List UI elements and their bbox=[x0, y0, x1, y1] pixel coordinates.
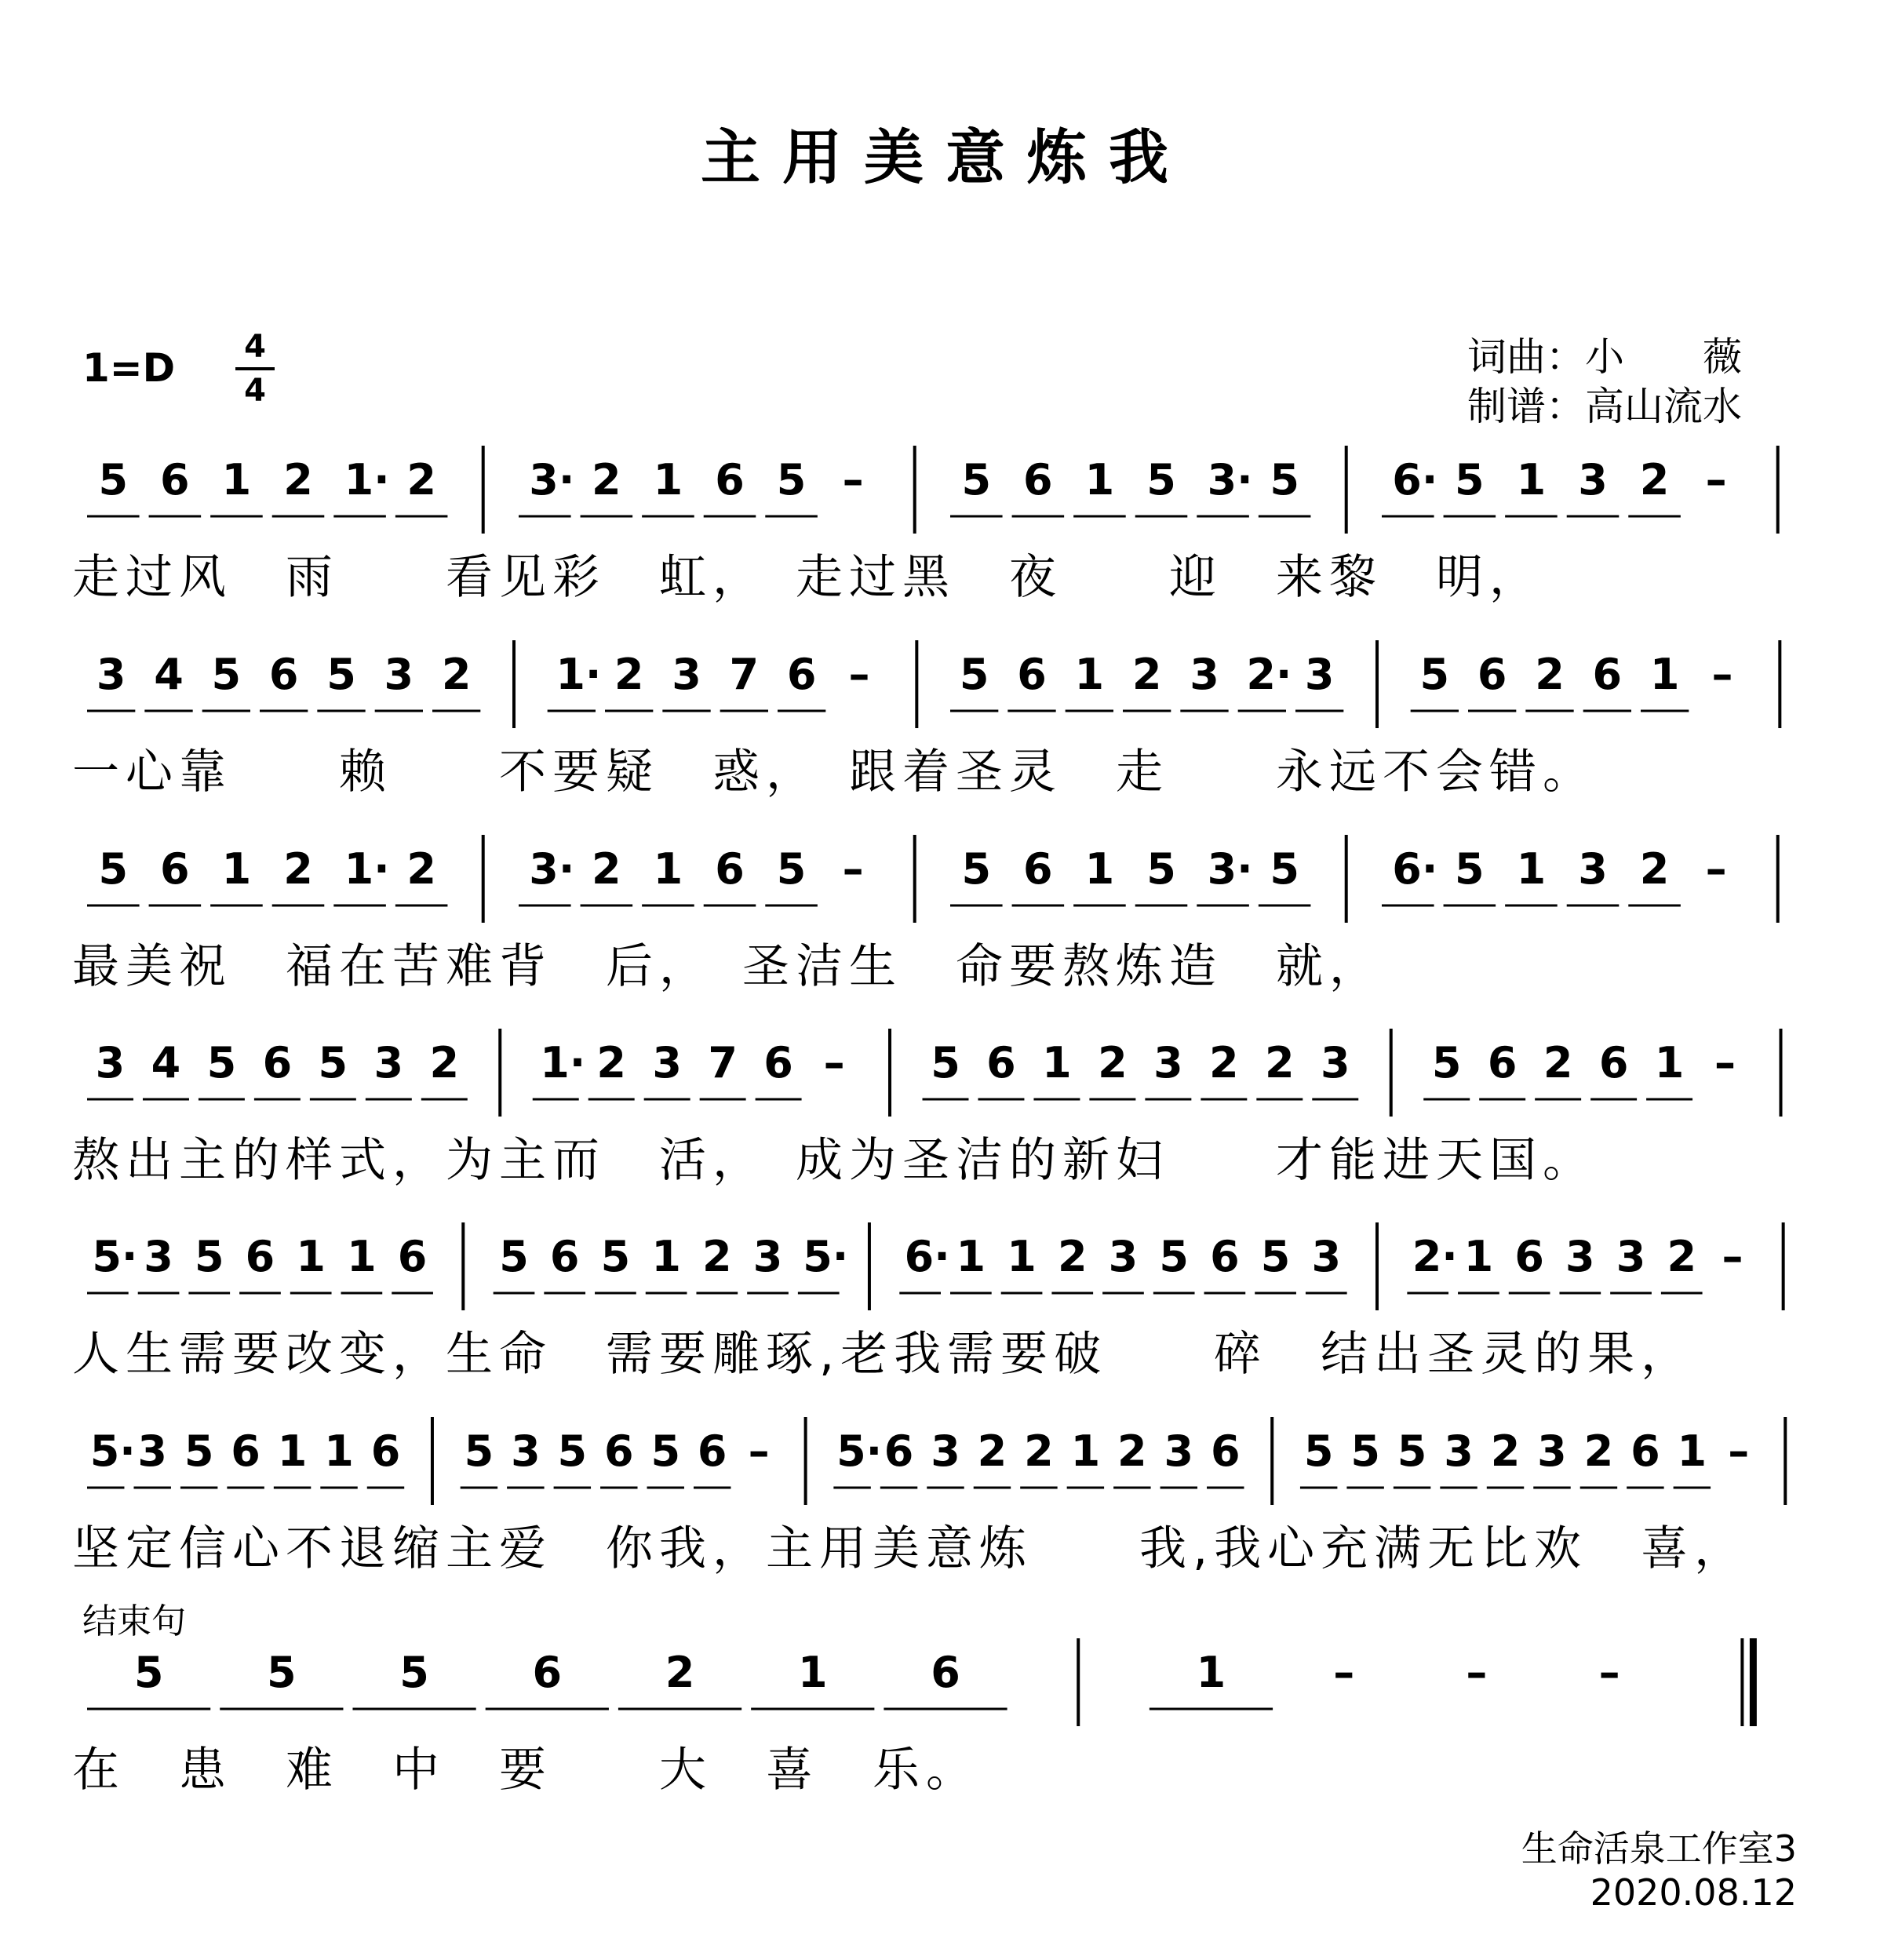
note: 1 bbox=[221, 455, 252, 505]
note: 2 bbox=[1057, 1232, 1088, 1281]
note: 6 bbox=[1210, 1232, 1240, 1281]
notes-row bbox=[0, 1216, 1891, 1318]
note: – bbox=[1722, 1232, 1743, 1281]
note: 6 bbox=[1630, 1426, 1660, 1476]
note: 2 bbox=[1639, 455, 1670, 505]
note: 5 bbox=[194, 1232, 224, 1281]
note: 1 bbox=[956, 1232, 986, 1281]
studio-name: 生命活泉工作室3 bbox=[1521, 1827, 1797, 1870]
note: 6 bbox=[1023, 455, 1053, 505]
notation-lines bbox=[0, 439, 1891, 541]
note: 5· bbox=[803, 1232, 849, 1281]
note: 3 bbox=[1304, 650, 1335, 699]
note: 5 bbox=[1455, 455, 1485, 505]
footer-date: 2020.08.12 bbox=[1590, 1871, 1797, 1914]
note: 3 bbox=[96, 650, 126, 699]
note: 3 bbox=[1537, 1426, 1567, 1476]
note: 5 bbox=[961, 844, 992, 894]
note: 2 bbox=[977, 1426, 1007, 1476]
note: 5 bbox=[776, 455, 807, 505]
notation-lines bbox=[0, 1411, 1891, 1513]
note: – bbox=[1466, 1648, 1488, 1697]
note: – bbox=[1598, 1648, 1620, 1697]
note: 6 bbox=[1477, 650, 1507, 699]
note: 5 bbox=[267, 1648, 297, 1697]
note: 1 bbox=[1007, 1232, 1037, 1281]
note: 1 bbox=[1070, 1426, 1101, 1476]
note: 2 bbox=[592, 844, 621, 894]
note: 2 bbox=[1535, 650, 1565, 699]
note: 1· bbox=[344, 844, 390, 894]
note: 2 bbox=[283, 455, 313, 505]
note: 5 bbox=[1397, 1426, 1427, 1476]
note: 1 bbox=[653, 455, 683, 505]
note: 3 bbox=[144, 1232, 173, 1281]
note: 3 bbox=[1311, 1232, 1342, 1281]
note: 6 bbox=[603, 1426, 634, 1476]
lyrics-line: 走过风 雨 看见彩 虹， 走过黑 夜 迎 来黎 明， bbox=[72, 550, 1543, 605]
note: 3 bbox=[1565, 1232, 1595, 1281]
note: 2 bbox=[1209, 1038, 1239, 1087]
note: 1 bbox=[651, 1232, 681, 1281]
note: 5 bbox=[776, 844, 807, 894]
note: – bbox=[1728, 1426, 1750, 1476]
note: 3 bbox=[137, 1426, 167, 1476]
note: 1· bbox=[540, 1038, 586, 1087]
note: 6 bbox=[697, 1426, 727, 1476]
note: 5· bbox=[92, 1232, 138, 1281]
note: 2 bbox=[1265, 1038, 1295, 1087]
note: 1 bbox=[296, 1232, 326, 1281]
notes-row bbox=[0, 1411, 1891, 1513]
note: 5 bbox=[206, 1038, 237, 1087]
score-system bbox=[0, 1216, 1891, 1420]
note: 1· bbox=[344, 455, 390, 505]
note: 6 bbox=[986, 1038, 1016, 1087]
note: 3· bbox=[1207, 455, 1253, 505]
note: 3 bbox=[931, 1426, 960, 1476]
note: 6 bbox=[160, 844, 190, 894]
note: – bbox=[842, 455, 864, 505]
note: 1 bbox=[653, 844, 683, 894]
note: 5 bbox=[600, 1232, 631, 1281]
note: 5 bbox=[98, 844, 129, 894]
notes-row bbox=[0, 1632, 1891, 1734]
note: 3 bbox=[1164, 1426, 1194, 1476]
note: 2 bbox=[406, 844, 436, 894]
note: 3 bbox=[752, 1232, 783, 1281]
note: 6 bbox=[397, 1232, 428, 1281]
lyrics-line: 在 患 难 中 要 大 喜 乐。 bbox=[72, 1743, 979, 1798]
note: 6 bbox=[532, 1648, 563, 1697]
note: – bbox=[1714, 1038, 1736, 1087]
note: 2 bbox=[1583, 1426, 1614, 1476]
note: 2 bbox=[592, 455, 621, 505]
note: – bbox=[848, 650, 870, 699]
note: 6 bbox=[1017, 650, 1047, 699]
note: – bbox=[823, 1038, 845, 1087]
notes-row bbox=[0, 634, 1891, 736]
note: 3 bbox=[511, 1426, 541, 1476]
note: 1 bbox=[277, 1426, 308, 1476]
note: 1 bbox=[1084, 455, 1115, 505]
note: 6 bbox=[1210, 1426, 1241, 1476]
note: 5· bbox=[89, 1426, 136, 1476]
notation-lines bbox=[0, 634, 1891, 736]
note: – bbox=[1711, 650, 1733, 699]
note: 3· bbox=[529, 844, 575, 894]
lyrics-line: 人生需要改变，生命 需要雕琢,老我需要破 碎 结出圣灵的果， bbox=[72, 1327, 1695, 1382]
note: 1 bbox=[1677, 1426, 1707, 1476]
note: 2 bbox=[1543, 1038, 1573, 1087]
notation-lines bbox=[0, 1022, 1891, 1124]
note: 6 bbox=[160, 455, 190, 505]
note: 5 bbox=[1270, 455, 1299, 505]
note: 1 bbox=[347, 1232, 377, 1281]
note: 3· bbox=[529, 455, 575, 505]
note: – bbox=[1705, 844, 1727, 894]
note: 5 bbox=[184, 1426, 214, 1476]
score-system bbox=[0, 439, 1891, 643]
note: 2 bbox=[1098, 1038, 1128, 1087]
note: 6 bbox=[1592, 650, 1623, 699]
notes-row bbox=[0, 829, 1891, 931]
note: 2 bbox=[614, 650, 644, 699]
note: 5 bbox=[326, 650, 356, 699]
note: 6 bbox=[549, 1232, 580, 1281]
lyrics-line: 坚定信心不退缩主爱 你我，主用美意炼 我,我心充满无比欢 喜， bbox=[72, 1521, 1748, 1576]
note: 5 bbox=[1419, 650, 1450, 699]
note: 5 bbox=[650, 1426, 681, 1476]
lyrics-line: 熬出主的样式，为主而 活， 成为圣洁的新妇 才能进天国。 bbox=[72, 1133, 1596, 1188]
note: 5 bbox=[133, 1648, 164, 1697]
note: 7 bbox=[729, 650, 760, 699]
note: 6 bbox=[370, 1426, 401, 1476]
note: 2 bbox=[283, 844, 313, 894]
note: 1 bbox=[1074, 650, 1105, 699]
note: 5 bbox=[557, 1426, 588, 1476]
time-signature-bar bbox=[235, 367, 275, 370]
score-system bbox=[0, 634, 1891, 838]
note: 2 bbox=[1131, 650, 1162, 699]
note: 2 bbox=[429, 1038, 460, 1087]
note: 1 bbox=[1084, 844, 1115, 894]
note: 5 bbox=[1303, 1426, 1334, 1476]
note: 5 bbox=[1159, 1232, 1189, 1281]
note: 6 bbox=[1487, 1038, 1518, 1087]
note: 2 bbox=[596, 1038, 626, 1087]
note: 1 bbox=[1042, 1038, 1072, 1087]
note: 6 bbox=[268, 650, 299, 699]
time-signature-top: 4 bbox=[244, 329, 266, 365]
note: 5 bbox=[499, 1232, 529, 1281]
note: 5 bbox=[318, 1038, 348, 1087]
note: 3 bbox=[652, 1038, 682, 1087]
note: – bbox=[1705, 455, 1727, 505]
arranger-credit: 制谱：高山流水 bbox=[1467, 384, 1742, 429]
lyrics-music-credit: 词曲：小 薇 bbox=[1467, 334, 1742, 380]
note: 5 bbox=[931, 1038, 960, 1087]
note: 3 bbox=[1153, 1038, 1183, 1087]
note: 6 bbox=[262, 1038, 293, 1087]
key-signature: 1=D bbox=[82, 345, 176, 391]
note: 5 bbox=[211, 650, 242, 699]
note: 2 bbox=[1667, 1232, 1697, 1281]
note: 2 bbox=[1639, 844, 1670, 894]
note: 6 bbox=[763, 1038, 793, 1087]
note: 6 bbox=[1598, 1038, 1629, 1087]
note: 4 bbox=[151, 1038, 181, 1087]
note: 1 bbox=[1654, 1038, 1685, 1087]
note: 6· bbox=[1392, 844, 1438, 894]
note: 6 bbox=[715, 455, 745, 505]
note: 4 bbox=[154, 650, 184, 699]
note: 2· bbox=[1246, 650, 1292, 699]
note: 3 bbox=[373, 1038, 404, 1087]
note: 5 bbox=[1146, 844, 1176, 894]
note: 1 bbox=[324, 1426, 354, 1476]
note: 7 bbox=[708, 1038, 738, 1087]
note: 3 bbox=[1444, 1426, 1474, 1476]
note: 3 bbox=[1190, 650, 1219, 699]
note: 5 bbox=[1431, 1038, 1462, 1087]
note: 2· bbox=[1412, 1232, 1458, 1281]
lyrics-line: 一心靠 赖 不要疑 惑， 跟着圣灵 走 永远不会错。 bbox=[72, 745, 1596, 800]
note: 3 bbox=[1108, 1232, 1139, 1281]
note: 3 bbox=[672, 650, 701, 699]
note: 5 bbox=[464, 1426, 494, 1476]
score-system bbox=[0, 1022, 1891, 1226]
ending-label: 结束句 bbox=[82, 1601, 186, 1641]
note: 3 bbox=[1578, 844, 1608, 894]
note: 3 bbox=[384, 650, 414, 699]
note: 2 bbox=[1490, 1426, 1521, 1476]
note: 2 bbox=[702, 1232, 732, 1281]
note: 6 bbox=[931, 1648, 960, 1697]
note: 1 bbox=[797, 1648, 828, 1697]
notation-lines bbox=[0, 829, 1891, 931]
note: 1· bbox=[556, 650, 602, 699]
note: 1 bbox=[1463, 1232, 1494, 1281]
score-system bbox=[0, 1411, 1891, 1615]
note: 5 bbox=[1350, 1426, 1380, 1476]
note: 5 bbox=[961, 455, 992, 505]
time-signature-bottom: 4 bbox=[244, 373, 266, 409]
note: 3 bbox=[1320, 1038, 1350, 1087]
note: 2 bbox=[1117, 1426, 1147, 1476]
note: 5 bbox=[1146, 455, 1176, 505]
note: 2 bbox=[441, 650, 472, 699]
note: 2 bbox=[1024, 1426, 1054, 1476]
note: – bbox=[842, 844, 864, 894]
notation-lines bbox=[0, 1632, 1891, 1734]
notes-row bbox=[0, 1022, 1891, 1124]
note: 5· bbox=[836, 1426, 883, 1476]
note: 1 bbox=[1516, 844, 1547, 894]
note: – bbox=[748, 1426, 770, 1476]
note: 1 bbox=[1649, 650, 1680, 699]
note: 6 bbox=[715, 844, 745, 894]
note: 5 bbox=[98, 455, 129, 505]
note: 3 bbox=[1578, 455, 1608, 505]
note: 5 bbox=[1270, 844, 1299, 894]
note: 5 bbox=[959, 650, 989, 699]
score-system bbox=[0, 1632, 1891, 1836]
note: 1 bbox=[1516, 455, 1547, 505]
note: 1 bbox=[1196, 1648, 1226, 1697]
note: 3 bbox=[95, 1038, 126, 1087]
note: 2 bbox=[665, 1648, 695, 1697]
note: 1 bbox=[221, 844, 252, 894]
notes-row bbox=[0, 439, 1891, 541]
note: 3 bbox=[1616, 1232, 1646, 1281]
note: 5 bbox=[1455, 844, 1485, 894]
note: 6 bbox=[231, 1426, 261, 1476]
note: 6 bbox=[786, 650, 817, 699]
note: 3· bbox=[1207, 844, 1253, 894]
score-system bbox=[0, 829, 1891, 1033]
note: 6· bbox=[1392, 455, 1438, 505]
lyrics-line: 最美祝 福在苦难背 后， 圣洁生 命要熬炼造 就， bbox=[72, 939, 1383, 994]
time-signature bbox=[235, 328, 275, 410]
note: 6 bbox=[884, 1426, 914, 1476]
note: 2 bbox=[406, 455, 436, 505]
note: 5 bbox=[399, 1648, 429, 1697]
page-title: 主用美意炼我 bbox=[701, 122, 1190, 192]
note: 6· bbox=[904, 1232, 950, 1281]
note: 6 bbox=[1023, 844, 1053, 894]
note: – bbox=[1333, 1648, 1355, 1697]
note: 6 bbox=[1514, 1232, 1544, 1281]
note: 5 bbox=[1260, 1232, 1291, 1281]
note: 6 bbox=[245, 1232, 275, 1281]
notation-lines bbox=[0, 1216, 1891, 1318]
